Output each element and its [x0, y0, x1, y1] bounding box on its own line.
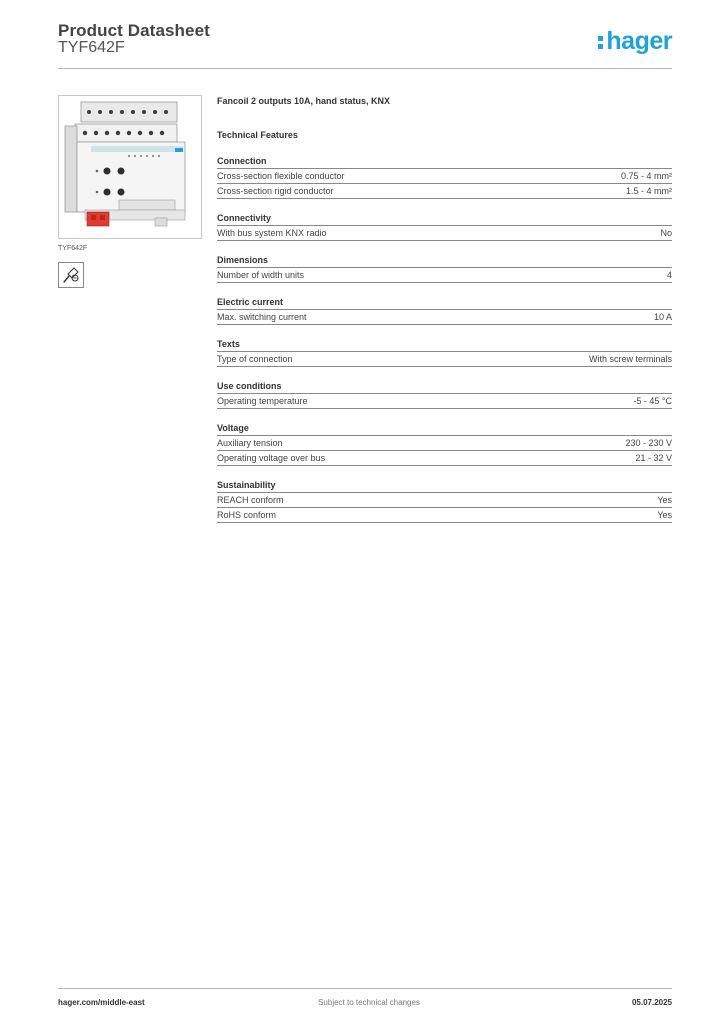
feature-section	[217, 480, 672, 523]
feature-row	[217, 508, 672, 523]
section-title: Dimensions	[217, 255, 672, 268]
feature-value: Yes	[657, 510, 672, 520]
feature-section	[217, 339, 672, 367]
feature-row	[217, 169, 672, 184]
feature-label: Type of connection	[217, 354, 293, 364]
feature-row	[217, 310, 672, 325]
feature-row	[217, 436, 672, 451]
feature-value: 4	[666, 270, 672, 280]
feature-value: 0.75 - 4 mm²	[620, 171, 672, 181]
feature-sections	[217, 156, 672, 523]
footer-date: 05.07.2025	[631, 998, 672, 1007]
section-title: Sustainability	[217, 480, 672, 493]
features-heading: Technical Features	[217, 130, 298, 140]
product-reference: TYF642F	[58, 39, 125, 56]
feature-label: Operating voltage over bus	[217, 453, 326, 463]
product-description: Fancoil 2 outputs 10A, hand status, KNX	[217, 96, 391, 106]
knx-actuator-device-icon	[59, 96, 201, 238]
hager-logo	[598, 27, 672, 56]
feature-label: Max. switching current	[217, 312, 307, 322]
screwdriver-icon	[58, 262, 84, 288]
feature-row	[217, 226, 672, 241]
feature-label: Cross-section rigid conductor	[217, 186, 334, 196]
logo-mark-icon	[598, 34, 603, 50]
section-title: Connection	[217, 156, 672, 169]
feature-label: Auxiliary tension	[217, 438, 283, 448]
feature-value: Yes	[657, 495, 672, 505]
feature-section	[217, 381, 672, 409]
feature-row	[217, 268, 672, 283]
technical-content	[217, 96, 672, 523]
section-title: Texts	[217, 339, 672, 352]
feature-row	[217, 352, 672, 367]
feature-row	[217, 493, 672, 508]
feature-value: 230 - 230 V	[625, 438, 672, 448]
feature-label: With bus system KNX radio	[217, 228, 327, 238]
section-title: Voltage	[217, 423, 672, 436]
product-image	[58, 95, 202, 239]
feature-row	[217, 451, 672, 466]
feature-section	[217, 213, 672, 241]
feature-row	[217, 184, 672, 199]
feature-value: No	[660, 228, 672, 238]
feature-label: REACH conform	[217, 495, 284, 505]
feature-section	[217, 297, 672, 325]
header-divider	[58, 68, 672, 69]
feature-value: 10 A	[653, 312, 672, 322]
feature-value: 21 - 32 V	[635, 453, 672, 463]
feature-row	[217, 394, 672, 409]
feature-section	[217, 156, 672, 199]
feature-label: RoHS conform	[217, 510, 277, 520]
logo-text: hager	[606, 27, 672, 55]
section-title: Electric current	[217, 297, 672, 310]
feature-value: With screw terminals	[588, 354, 672, 364]
feature-section	[217, 423, 672, 466]
feature-label: Cross-section flexible conductor	[217, 171, 345, 181]
footer-website: hager.com/middle-east	[58, 998, 145, 1007]
page-title: Product Datasheet	[58, 21, 210, 40]
feature-section	[217, 255, 672, 283]
feature-value: 1.5 - 4 mm²	[625, 186, 672, 196]
section-title: Connectivity	[217, 213, 672, 226]
section-title: Use conditions	[217, 381, 672, 394]
feature-label: Number of width units	[217, 270, 305, 280]
footer-divider	[58, 988, 672, 989]
feature-value: -5 - 45 °C	[633, 396, 672, 406]
footer-notice: Subject to technical changes	[318, 998, 420, 1007]
image-caption: TYF642F	[58, 245, 88, 252]
feature-label: Operating temperature	[217, 396, 308, 406]
